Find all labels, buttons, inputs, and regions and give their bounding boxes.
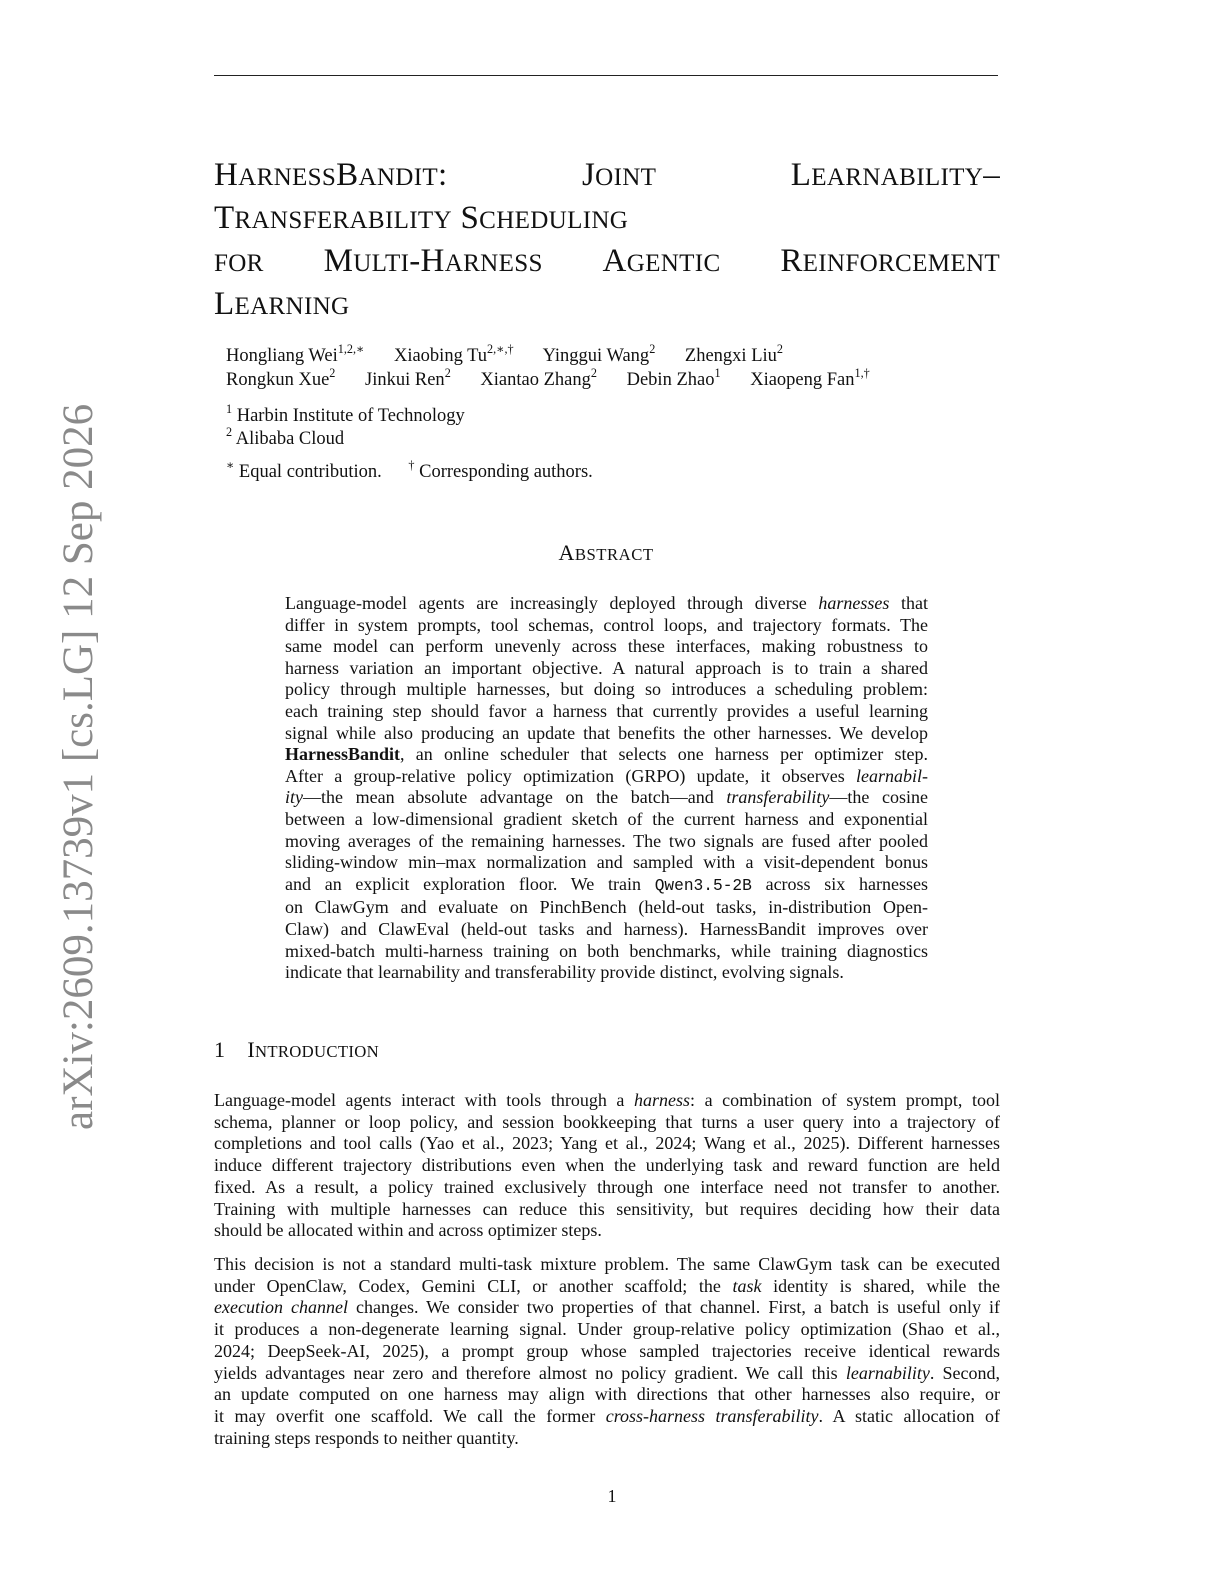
text-line: schema, planner or loop policy, and session bookkeeping that turns a user query into a trajectory of bbox=[214, 1111, 1000, 1132]
text-line: training steps responds to neither quantity. bbox=[214, 1427, 519, 1448]
affiliations bbox=[226, 402, 465, 451]
text-line: fixed. As a result, a policy trained exclusively through one interface need not transfer to another. bbox=[214, 1176, 1000, 1197]
top-rule bbox=[214, 75, 998, 76]
title-word: LEARNING bbox=[214, 286, 350, 322]
author: Zhengxi Liu$^2$ bbox=[684, 342, 783, 366]
note-equal: ∗ Equal contribution. bbox=[226, 458, 382, 482]
title-word: FOR bbox=[214, 250, 264, 277]
abstract-line: and an explicit exploration floor. We train Qwen3.5-2B across six harnesses bbox=[285, 873, 928, 895]
note-corresponding: † Corresponding authors. bbox=[408, 458, 593, 482]
intro-paragraph-1 bbox=[214, 1090, 1000, 1242]
text-line: Training with multiple harnesses can reduce this sensitivity, but requires deciding how their data bbox=[214, 1198, 1000, 1219]
text-line: yields advantages near zero and therefore almost no policy gradient. We call this learnability. Second, bbox=[214, 1362, 1000, 1383]
abstract-line: HarnessBandit, an online scheduler that selects one harness per optimizer step. bbox=[285, 744, 928, 765]
author: Jinkui Ren$^2$ bbox=[365, 366, 451, 390]
author-row-2 bbox=[226, 368, 1006, 392]
author: Yinggui Wang$^2$ bbox=[542, 342, 656, 366]
text-line: it may overfit one scaffold. We call the former cross-harness transferability. A static allocation of bbox=[214, 1405, 1000, 1426]
abstract-line: indicate that learnability and transferability provide distinct, evolving signals. bbox=[285, 962, 844, 983]
text-line: induce different trajectory distributions even when the underlying task and reward function are held bbox=[214, 1155, 1000, 1176]
text-line: should be allocated within and across optimizer steps. bbox=[214, 1220, 602, 1241]
title-line-4 bbox=[214, 284, 1000, 327]
abstract-line: ity—the mean absolute advantage on the batch—and transferability—the cosine bbox=[285, 787, 928, 808]
title-word: AGENTIC bbox=[602, 243, 721, 279]
abstract-line: on ClawGym and evaluate on PinchBench (held-out tasks, in-distribution Open- bbox=[285, 897, 928, 918]
title-line-2 bbox=[214, 198, 1000, 241]
author: Hongliang Wei$^{1,2,∗}$ bbox=[226, 342, 365, 366]
author-list bbox=[226, 344, 1006, 392]
abstract-line: policy through multiple harnesses, but doing so introduces a scheduling problem: bbox=[285, 679, 928, 700]
author-row-1 bbox=[226, 344, 1006, 368]
author-notes bbox=[226, 460, 593, 484]
intro-paragraph-2 bbox=[214, 1254, 1000, 1449]
abstract-line: each training step should favor a harness that currently provides a useful learning bbox=[285, 700, 928, 721]
page-number: 1 bbox=[607, 1486, 617, 1506]
abstract-line: differ in system prompts, tool schemas, control loops, and trajectory formats. The bbox=[285, 614, 928, 635]
abstract-line: Language-model agents are increasingly deployed through diverse harnesses that bbox=[285, 593, 928, 613]
author: Rongkun Xue$^2$ bbox=[226, 366, 336, 390]
abstract-line: signal while also producing an update that benefits the other harnesses. We develop bbox=[285, 722, 928, 743]
title-word: HARNESSBANDIT: bbox=[214, 157, 448, 193]
text-line: completions and tool calls (Yao et al., 2023; Yang et al., 2024; Wang et al., 2025). Different harnesses bbox=[214, 1133, 1000, 1154]
text-line: under OpenClaw, Codex, Gemini CLI, or another scaffold; the task identity is shared, while the bbox=[214, 1275, 1000, 1296]
abstract-line: moving averages of the remaining harnesses. The two signals are fused after pooled bbox=[285, 830, 928, 851]
abstract-line: Claw) and ClawEval (held-out tasks and harness). HarnessBandit improves over bbox=[285, 918, 928, 939]
abstract-line: harness variation an important objective. A natural approach is to train a shared bbox=[285, 657, 928, 678]
section-number: 1 bbox=[214, 1037, 226, 1062]
abstract-line: After a group-relative policy optimization (GRPO) update, it observes learnabil- bbox=[285, 765, 928, 786]
section-title: INTRODUCTION bbox=[247, 1037, 380, 1062]
title-word: TRANSFERABILITY SCHEDULING bbox=[214, 200, 629, 236]
text-line: execution channel changes. We consider two properties of that channel. First, a batch is useful only if bbox=[214, 1297, 1000, 1318]
title-word: REINFORCEMENT bbox=[780, 243, 1000, 279]
abstract-line: same model can perform unevenly across these interfaces, making robustness to bbox=[285, 636, 928, 657]
abstract-line: between a low-dimensional gradient sketch of the current harness and exponential bbox=[285, 808, 928, 829]
title-word: LEARNABILITY– bbox=[790, 157, 1000, 193]
abstract-line: sliding-window min–max normalization and sampled with a visit-dependent bonus bbox=[285, 852, 928, 873]
author: Debin Zhao$^1$ bbox=[626, 366, 721, 390]
affiliation: $^1$ Harbin Institute of Technology bbox=[226, 402, 465, 426]
section-heading bbox=[214, 1037, 379, 1063]
text-line: Language-model agents interact with tools through a harness: a combination of system prompt, tool bbox=[214, 1090, 1001, 1110]
author: Xiaobing $Tu^{2,∗,\dagger}$ bbox=[393, 342, 514, 366]
affiliation: $^2$ Alibaba Cloud bbox=[226, 425, 345, 449]
title-word: MULTI-HARNESS bbox=[323, 243, 543, 279]
abstract-heading: ABSTRACT bbox=[558, 540, 654, 565]
text-line: This decision is not a standard multi-task mixture problem. The same ClawGym task can be executed bbox=[214, 1254, 1000, 1274]
title-line-3 bbox=[214, 241, 1000, 284]
title-word: JOINT bbox=[581, 157, 657, 193]
text-line: 2024; DeepSeek-AI, 2025), a prompt group whose sampled trajectories receive identical rewards bbox=[214, 1340, 1000, 1361]
text-line: an update computed on one harness may align with directions that other harnesses also require, or bbox=[214, 1384, 1000, 1405]
title-line-1 bbox=[214, 155, 1000, 198]
arxiv-watermark: arXiv:2609.13739v1 [cs.LG] 12 Sep 2026 bbox=[55, 403, 102, 1130]
abstract-body bbox=[285, 593, 928, 984]
abstract-line: mixed-batch multi-harness training on both benchmarks, while training diagnostics bbox=[285, 940, 928, 961]
text-line: it produces a non-degenerate learning signal. Under group-relative policy optimization (Shao et al., bbox=[214, 1319, 1000, 1340]
author: Xiantao Zhang$^2$ bbox=[480, 366, 597, 390]
paper-title bbox=[214, 155, 1000, 327]
author: Xiaopeng Fan$^{1,\dagger}$ bbox=[750, 366, 870, 390]
